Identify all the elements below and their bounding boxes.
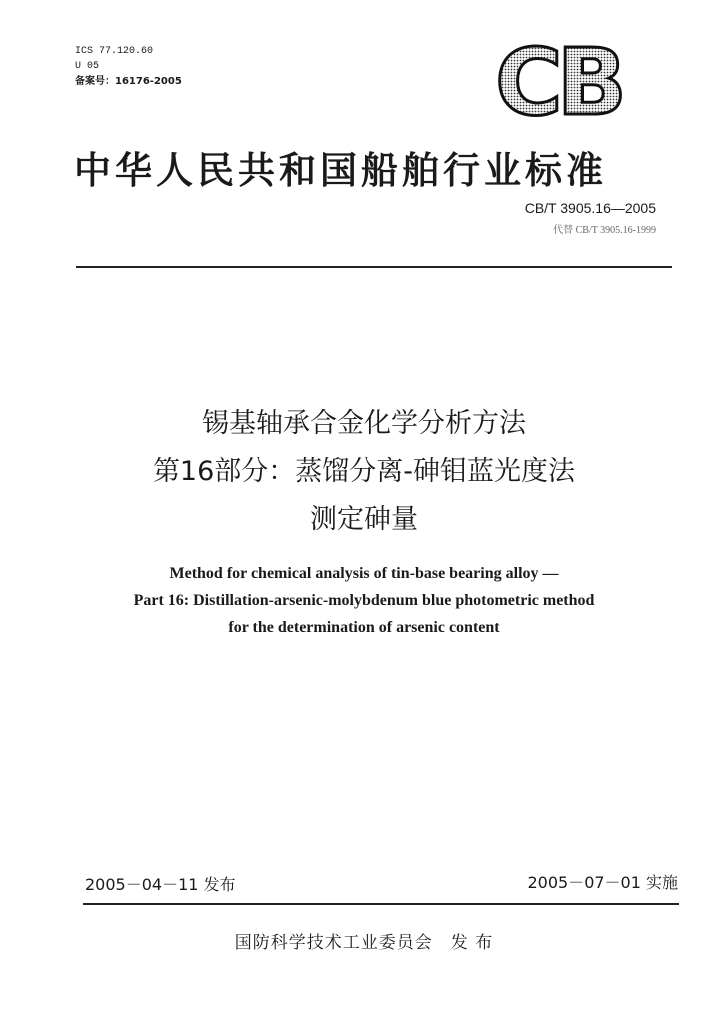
english-title-line-3: for the determination of arsenic content <box>228 619 500 636</box>
chinese-title-line-2: 第16部分：蒸馏分离-砷钼蓝光度法 <box>152 456 576 487</box>
meta-block <box>75 44 182 89</box>
record-number: 备案号：16176-2005 <box>75 76 182 87</box>
issue-date: 2005－04－11 发布 <box>85 875 236 894</box>
standard-code: CB/T 3905.16—2005 <box>524 200 656 216</box>
ics-code: ICS 77.120.60 <box>75 46 154 57</box>
svg-text:CB: CB <box>495 38 621 122</box>
implement-date: 2005－07－01 实施 <box>527 873 678 892</box>
category-code: U 05 <box>75 61 100 72</box>
chinese-title-line-1: 锡基轴承合金化学分析方法 <box>202 408 526 439</box>
replaces-code: 代替 CB/T 3905.16-1999 <box>553 225 656 236</box>
english-title-line-2: Part 16: Distillation-arsenic-molybdenum blue photometric method <box>133 592 595 609</box>
chinese-title-line-3: 测定砷量 <box>310 504 418 535</box>
english-title <box>0 560 728 641</box>
top-divider <box>76 266 672 268</box>
chinese-title <box>0 400 728 544</box>
english-title-line-1: Method for chemical analysis of tin-base bearing alloy — <box>169 565 559 582</box>
standard-title: 中华人民共和国船舶行业标准 <box>74 149 607 192</box>
bottom-divider <box>83 903 679 905</box>
issuer: 国防科学技术工业委员会 发 布 <box>234 933 494 953</box>
cb-logo <box>486 38 634 122</box>
